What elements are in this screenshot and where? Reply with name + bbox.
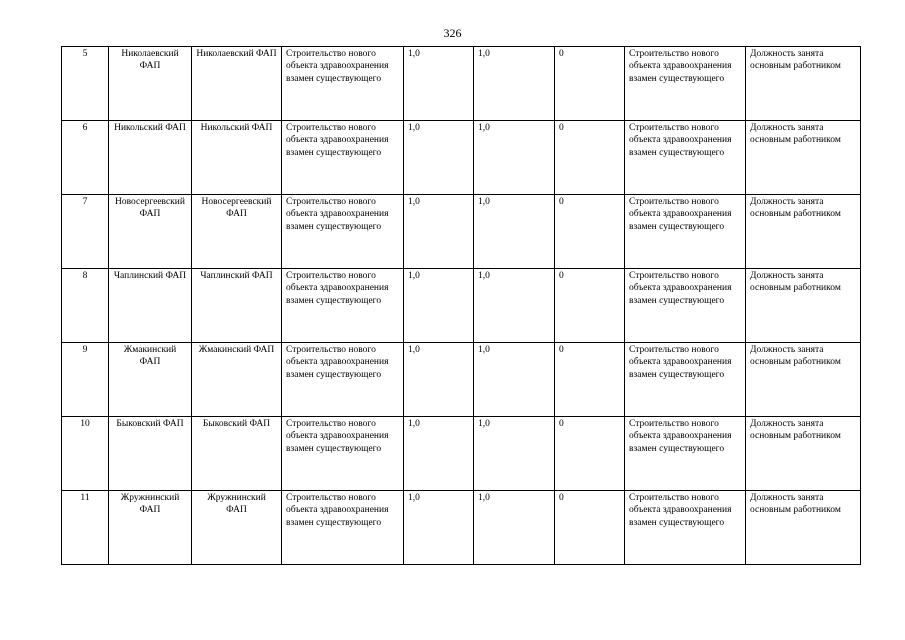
position-status: Должность занята основным работником	[746, 47, 861, 121]
row-number: 6	[62, 121, 109, 195]
table-row	[62, 269, 861, 343]
value-2: 1,0	[474, 195, 555, 269]
facility-name: Новосергеевский ФАП	[109, 195, 192, 269]
value-1: 1,0	[404, 121, 474, 195]
facility-name: Никольский ФАП	[109, 121, 192, 195]
facility-name-2: Быковский ФАП	[192, 417, 282, 491]
position-status: Должность занята основным работником	[746, 195, 861, 269]
table-row	[62, 195, 861, 269]
table-row	[62, 343, 861, 417]
value-3: 0	[555, 195, 625, 269]
document-table	[61, 46, 861, 565]
value-3: 0	[555, 269, 625, 343]
table-row	[62, 491, 861, 565]
value-2: 1,0	[474, 491, 555, 565]
row-number: 9	[62, 343, 109, 417]
facility-name-2: Никольский ФАП	[192, 121, 282, 195]
work-type: Строительство нового объекта здравоохранения взамен существующего	[282, 195, 404, 269]
facility-name-2: Чаплинский ФАП	[192, 269, 282, 343]
facility-name: Жружнинский ФАП	[109, 491, 192, 565]
table-row	[62, 47, 861, 121]
work-type-2: Строительство нового объекта здравоохранения взамен существующего	[625, 491, 746, 565]
facility-name-2: Жмакинский ФАП	[192, 343, 282, 417]
facility-name: Быковский ФАП	[109, 417, 192, 491]
work-type: Строительство нового объекта здравоохранения взамен существующего	[282, 417, 404, 491]
position-status: Должность занята основным работником	[746, 417, 861, 491]
value-1: 1,0	[404, 269, 474, 343]
work-type-2: Строительство нового объекта здравоохранения взамен существующего	[625, 343, 746, 417]
work-type: Строительство нового объекта здравоохранения взамен существующего	[282, 343, 404, 417]
work-type-2: Строительство нового объекта здравоохранения взамен существующего	[625, 47, 746, 121]
value-2: 1,0	[474, 417, 555, 491]
table-body	[62, 47, 861, 565]
row-number: 10	[62, 417, 109, 491]
work-type-2: Строительство нового объекта здравоохранения взамен существующего	[625, 417, 746, 491]
work-type-2: Строительство нового объекта здравоохранения взамен существующего	[625, 195, 746, 269]
position-status: Должность занята основным работником	[746, 491, 861, 565]
work-type: Строительство нового объекта здравоохранения взамен существующего	[282, 47, 404, 121]
value-1: 1,0	[404, 47, 474, 121]
value-2: 1,0	[474, 343, 555, 417]
work-type: Строительство нового объекта здравоохранения взамен существующего	[282, 491, 404, 565]
value-3: 0	[555, 417, 625, 491]
value-1: 1,0	[404, 417, 474, 491]
position-status: Должность занята основным работником	[746, 269, 861, 343]
facility-name: Чаплинский ФАП	[109, 269, 192, 343]
row-number: 8	[62, 269, 109, 343]
facility-name: Николаевский ФАП	[109, 47, 192, 121]
value-2: 1,0	[474, 47, 555, 121]
facility-name-2: Жружнинский ФАП	[192, 491, 282, 565]
page-number: 326	[443, 26, 462, 40]
row-number: 5	[62, 47, 109, 121]
value-3: 0	[555, 47, 625, 121]
work-type: Строительство нового объекта здравоохранения взамен существующего	[282, 269, 404, 343]
table-row	[62, 121, 861, 195]
value-1: 1,0	[404, 195, 474, 269]
value-3: 0	[555, 343, 625, 417]
facility-name: Жмакинский ФАП	[109, 343, 192, 417]
value-3: 0	[555, 491, 625, 565]
facility-name-2: Новосергеевский ФАП	[192, 195, 282, 269]
position-status: Должность занята основным работником	[746, 343, 861, 417]
table-row	[62, 417, 861, 491]
position-status: Должность занята основным работником	[746, 121, 861, 195]
value-2: 1,0	[474, 121, 555, 195]
facility-name-2: Николаевский ФАП	[192, 47, 282, 121]
value-1: 1,0	[404, 491, 474, 565]
work-type: Строительство нового объекта здравоохранения взамен существующего	[282, 121, 404, 195]
value-3: 0	[555, 121, 625, 195]
value-1: 1,0	[404, 343, 474, 417]
work-type-2: Строительство нового объекта здравоохранения взамен существующего	[625, 269, 746, 343]
value-2: 1,0	[474, 269, 555, 343]
row-number: 7	[62, 195, 109, 269]
row-number: 11	[62, 491, 109, 565]
work-type-2: Строительство нового объекта здравоохранения взамен существующего	[625, 121, 746, 195]
